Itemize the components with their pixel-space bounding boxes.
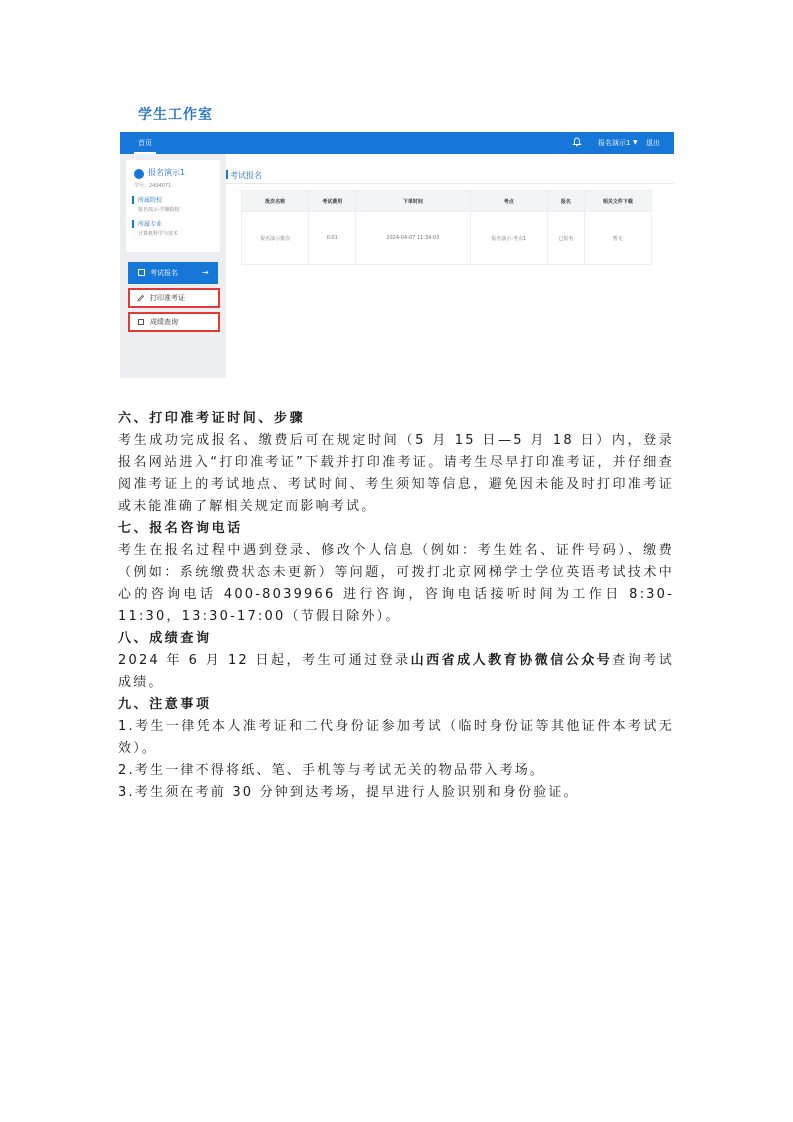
notice-item: 3.考生须在考前 30 分钟到达考场，提早进行人脸识别和身份验证。 [118, 785, 579, 800]
document-icon [138, 269, 145, 276]
profile-name: 报名演示1 [148, 168, 186, 177]
school-value: 报名演示-学籍院校 [138, 207, 180, 213]
major-label: 所属专业 [138, 221, 163, 228]
col-test-center: 考点 [470, 191, 547, 212]
chevron-down-icon[interactable]: ▼ [633, 139, 638, 146]
major-value: 计算机科学与技术 [138, 231, 179, 237]
menu-exam-signup[interactable] [128, 262, 218, 284]
divider [226, 183, 674, 184]
col-batch-name: 批次名称 [242, 191, 309, 212]
arrow-right-icon: → [202, 268, 209, 277]
portal-screenshot [120, 96, 674, 378]
section-8-body [118, 650, 674, 694]
col-downloads: 相关文件下载 [584, 191, 651, 212]
cell-batch-name: 报名演示批次 [242, 212, 309, 265]
table-row [242, 212, 652, 265]
col-signup: 报名 [547, 191, 584, 212]
menu-score-query-label: 成绩查询 [150, 318, 178, 326]
pencil-icon [137, 294, 145, 302]
nav-home-tab[interactable]: 首页 [134, 132, 156, 154]
major-marker [132, 220, 134, 228]
cell-order-time: 2024-04-07 11:34:03 [356, 212, 470, 265]
report-icon [138, 319, 144, 325]
notice-item: 2.考生一律不得将纸、笔、手机等与考试无关的物品带入考场。 [118, 763, 546, 778]
cell-signup-status: 已报名 [547, 212, 584, 265]
title-marker [226, 170, 228, 179]
section-6-title: 六、打印准考证时间、步骤 [118, 411, 306, 426]
section-8-text-b: 查询考试成绩。 [118, 653, 674, 690]
main-content [226, 154, 674, 378]
menu-exam-signup-label: 考试报名 [150, 269, 178, 277]
wechat-account-name: 山西省成人教育协微信公众号 [410, 653, 613, 668]
cell-downloads: 暂无 [584, 212, 651, 265]
section-9-title: 九、注意事项 [118, 697, 212, 712]
section-6-body: 考生成功完成报名、缴费后可在规定时间（5 月 15 日—5 月 18 日）内，登录报名网站进入“打印准考证”下载并打印准考证。请考生尽早打印准考证，并仔细查阅准考证上的考试地点、考试时间、考生须知等信息，避免因未能及时打印准考证或未能准确了解相关规定而影响考试。 [118, 433, 674, 514]
bell-icon[interactable] [572, 137, 582, 147]
app-title: 学生工作室 [138, 107, 213, 123]
cell-test-center: 报名演示-考点1 [470, 212, 547, 265]
main-title: 考试报名 [230, 171, 262, 180]
profile-student-id: 学号：2404071 [134, 183, 172, 189]
top-nav-bar [120, 132, 674, 154]
menu-print-ticket-label: 打印准考证 [150, 294, 185, 302]
profile-card [126, 160, 220, 252]
menu-print-ticket[interactable] [128, 288, 220, 308]
signup-table [241, 190, 652, 265]
section-7-title: 七、报名咨询电话 [118, 521, 243, 536]
col-order-time: 下单时间 [356, 191, 470, 212]
col-fee: 考试费用 [309, 191, 356, 212]
section-8-text-a: 2024 年 6 月 12 日起，考生可通过登录 [118, 653, 411, 668]
section-8-title: 八、成绩查询 [118, 631, 212, 646]
left-sidebar [120, 154, 226, 378]
user-menu[interactable]: 报名演示1 [598, 139, 631, 147]
avatar-icon [134, 169, 144, 179]
school-label: 所属院校 [138, 197, 163, 204]
section-7-body: 考生在报名过程中遇到登录、修改个人信息（例如：考生姓名、证件号码）、缴费（例如：系统缴费状态未更新）等问题，可拨打北京网梯学士学位英语考试技术中心的咨询电话 400-8039966 进行咨询，咨询电话接听时间为工作日 8:30-11:30，13:30-17:00（节假日除外）。 [118, 543, 674, 624]
school-marker [132, 196, 134, 204]
menu-score-query[interactable] [128, 312, 220, 332]
document-body [118, 408, 674, 804]
cell-fee: 0.01 [309, 212, 356, 265]
notice-item: 1.考生一律凭本人准考证和二代身份证参加考试（临时身份证等其他证件本考试无效）。 [118, 719, 674, 756]
logout-link[interactable]: 退出 [646, 139, 660, 147]
